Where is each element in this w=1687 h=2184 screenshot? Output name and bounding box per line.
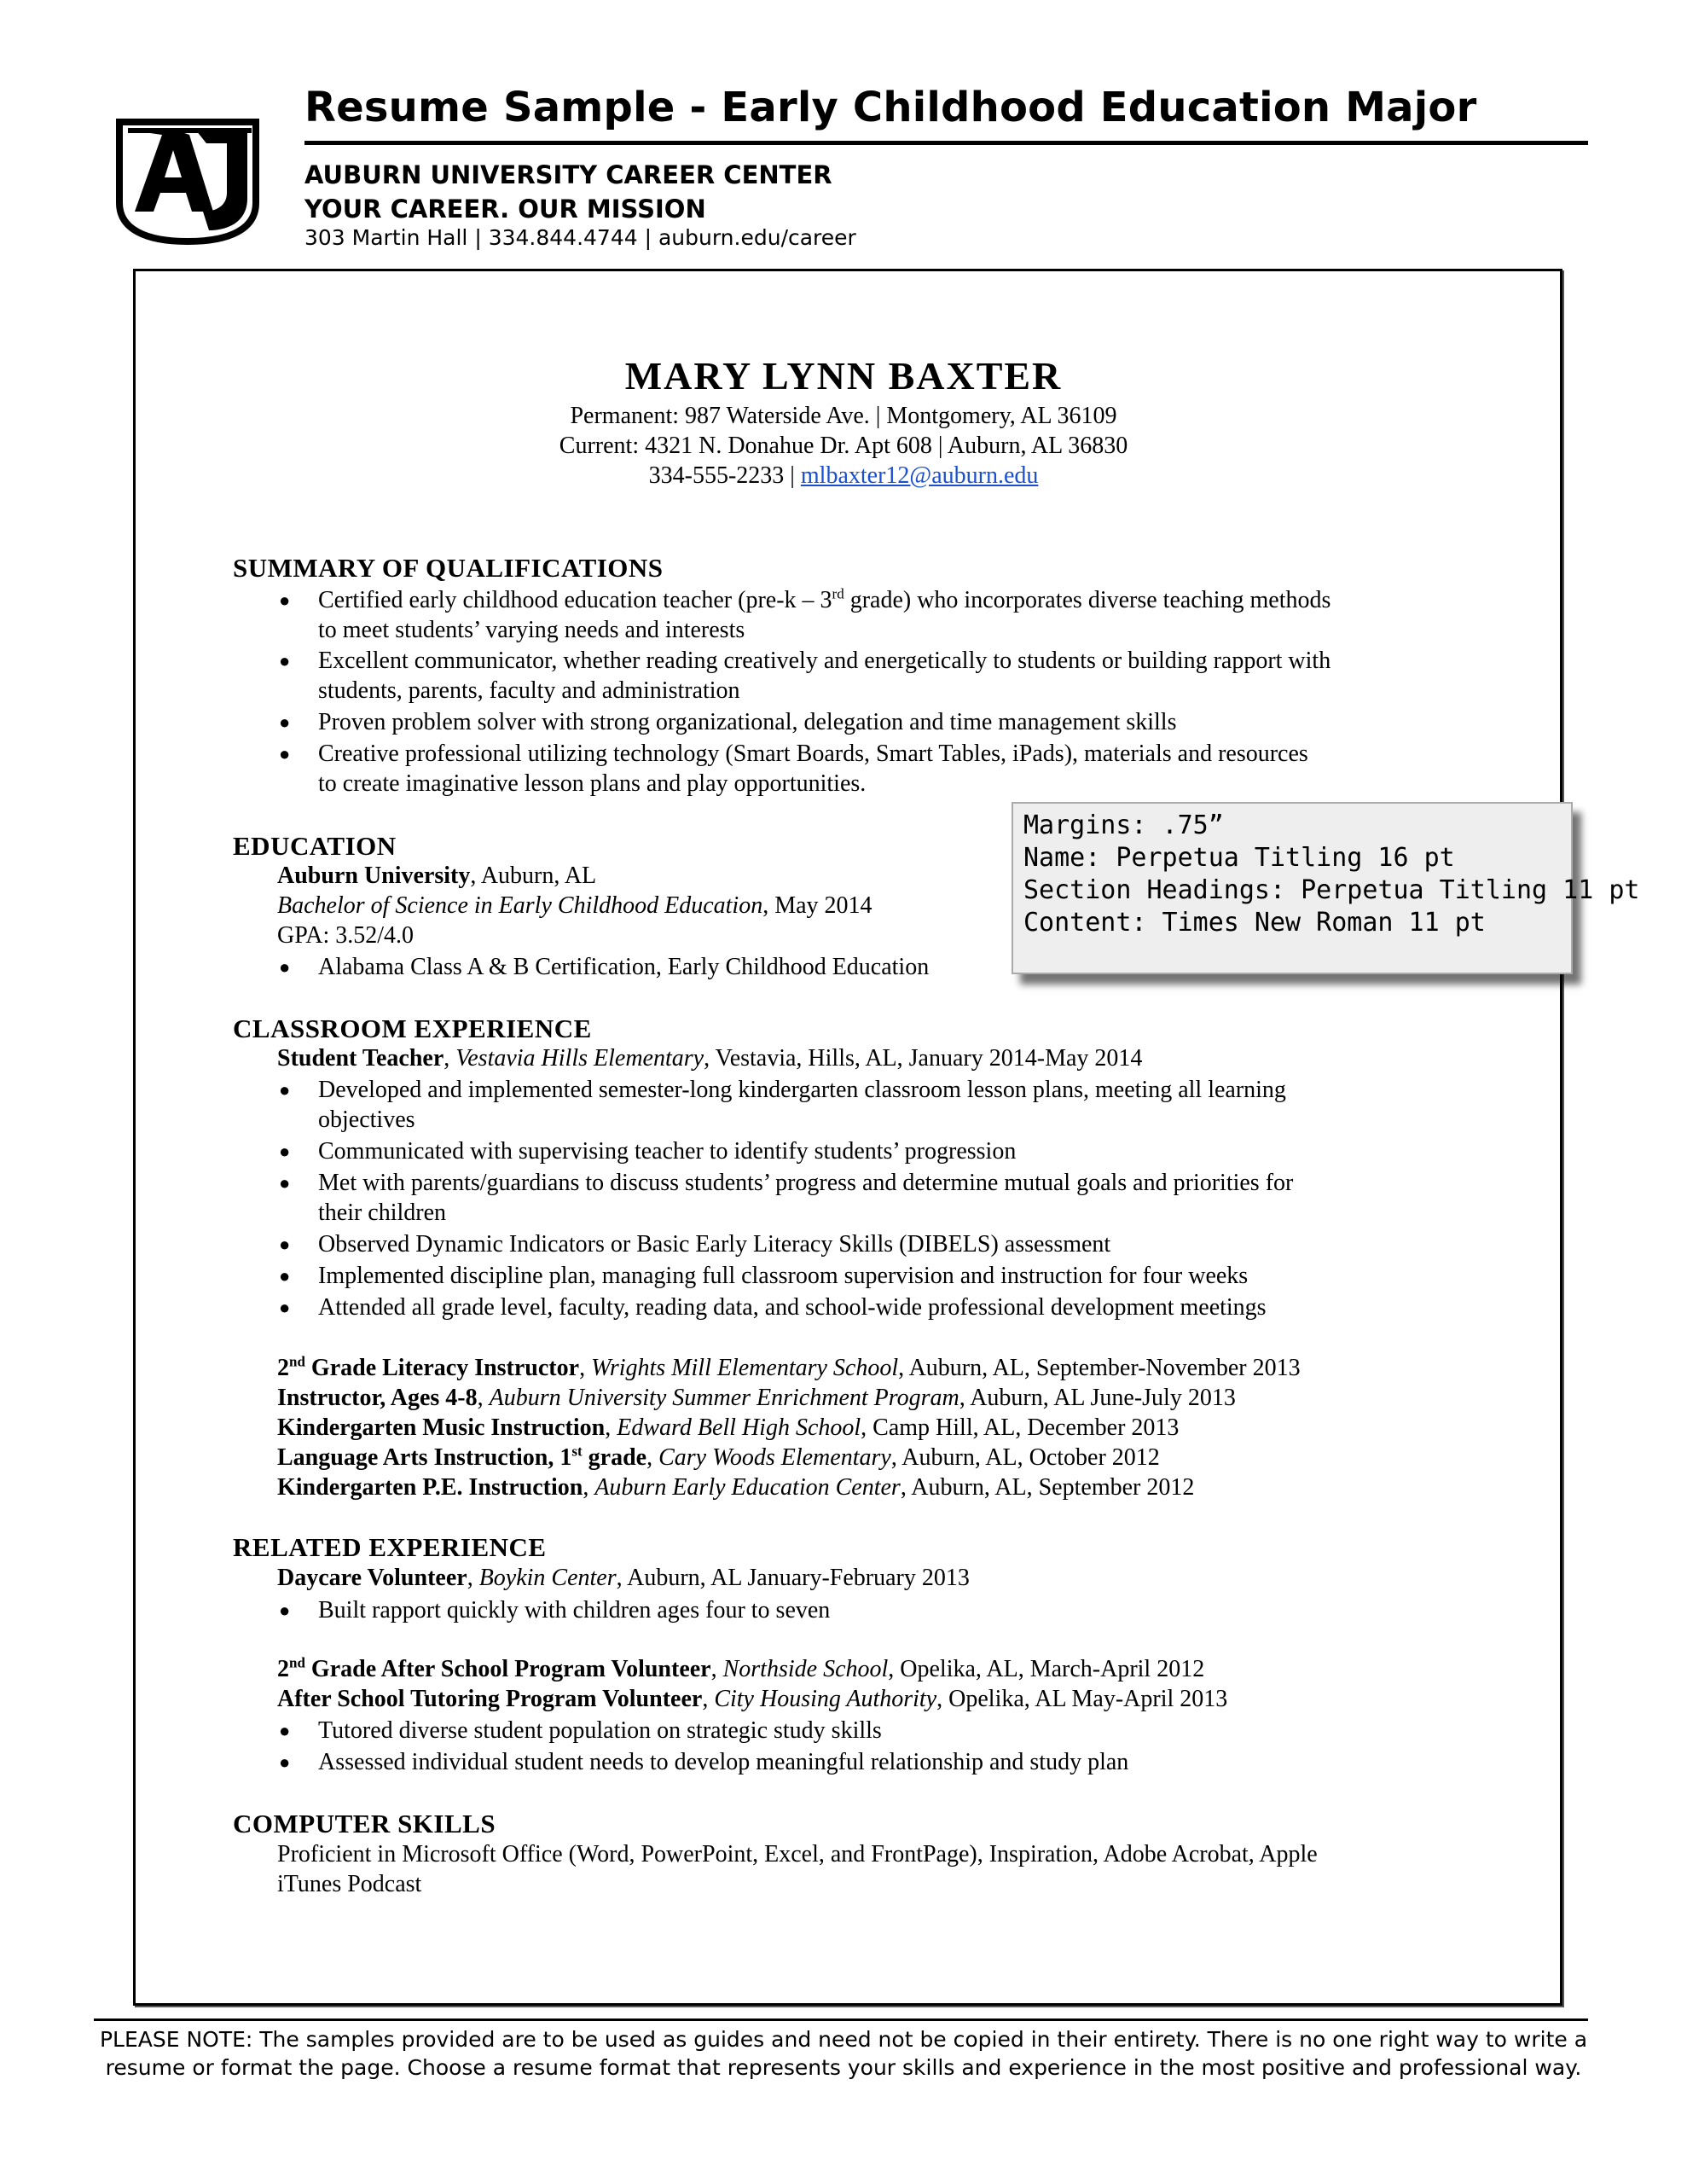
job-bullet-cont: objectives bbox=[318, 1107, 415, 1133]
bullet-icon: ● bbox=[279, 1720, 291, 1741]
summary-item: Certified early childhood education teacher (pre-k – 3rd grade) who incorporates diverse teaching methods bbox=[318, 585, 1331, 613]
computer-skills-text-cont: iTunes Podcast bbox=[277, 1871, 422, 1897]
classroom-heading: CLASSROOM EXPERIENCE bbox=[233, 1014, 592, 1043]
career-center-contact: 303 Martin Hall | 334.844.4744 | auburn.edu/career bbox=[304, 225, 856, 250]
summary-item-cont: students, parents, faculty and administration bbox=[318, 677, 740, 704]
bullet-icon: ● bbox=[279, 590, 291, 611]
summary-item-cont: to create imaginative lesson plans and play opportunities. bbox=[318, 770, 867, 797]
bullet-icon: ● bbox=[279, 743, 291, 764]
education-heading: EDUCATION bbox=[233, 831, 397, 861]
bullet-icon: ● bbox=[279, 1297, 291, 1318]
job-bullet: Attended all grade level, faculty, reading data, and school-wide professional development meetings bbox=[318, 1294, 1267, 1321]
education-degree: Bachelor of Science in Early Childhood Education, May 2014 bbox=[277, 892, 872, 919]
current-address: Current: 4321 N. Donahue Dr. Apt 608 | Auburn, AL 36830 bbox=[559, 433, 1128, 459]
callout-margins: Margins: .75” bbox=[1023, 810, 1224, 840]
phone-email-line bbox=[0, 462, 1687, 490]
permanent-address: Permanent: 987 Waterside Ave. | Montgomery, AL 36109 bbox=[570, 403, 1117, 429]
job-bullet: Met with parents/guardians to discuss students’ progress and determine mutual goals and priorities for bbox=[318, 1170, 1294, 1196]
job-bullet: Tutored diverse student population on strategic study skills bbox=[318, 1717, 882, 1744]
summary-item: Proven problem solver with strong organizational, delegation and time management skills bbox=[318, 709, 1177, 735]
bullet-icon: ● bbox=[279, 1172, 291, 1194]
education-cert: Alabama Class A & B Certification, Early Childhood Education bbox=[318, 954, 930, 980]
bullet-icon: ● bbox=[279, 1600, 291, 1621]
computer-skills-text: Proficient in Microsoft Office (Word, PowerPoint, Excel, and FrontPage), Inspiration, Adobe Acrobat, Apple bbox=[277, 1841, 1318, 1867]
bullet-icon: ● bbox=[279, 1234, 291, 1255]
computer-heading: COMPUTER SKILLS bbox=[233, 1809, 496, 1838]
job-title-line: Kindergarten Music Instruction, Edward Bell High School, Camp Hill, AL, December 2013 bbox=[277, 1414, 1180, 1441]
education-gpa: GPA: 3.52/4.0 bbox=[277, 922, 415, 949]
email-link[interactable]: mlbaxter12@auburn.edu bbox=[800, 462, 1039, 489]
resume-name: MARY LYNN BAXTER bbox=[624, 354, 1063, 398]
job-title-line: Instructor, Ages 4-8, Auburn University Summer Enrichment Program, Auburn, AL June-July 2013 bbox=[277, 1385, 1236, 1411]
related-heading: RELATED EXPERIENCE bbox=[233, 1532, 547, 1562]
career-center-name: AUBURN UNIVERSITY CAREER CENTER bbox=[304, 160, 832, 189]
job-bullet: Implemented discipline plan, managing full classroom supervision and instruction for four weeks bbox=[318, 1263, 1249, 1289]
job-title-line: Student Teacher, Vestavia Hills Elementary, Vestavia, Hills, AL, January 2014-May 2014 bbox=[277, 1045, 1143, 1072]
job-title-line: After School Tutoring Program Volunteer, City Housing Authority, Opelika, AL May-April 2013 bbox=[277, 1686, 1228, 1712]
job-bullet-cont: their children bbox=[318, 1199, 447, 1226]
bullet-icon: ● bbox=[279, 1141, 291, 1162]
bullet-icon: ● bbox=[279, 956, 291, 978]
education-school: Auburn University, Auburn, AL bbox=[277, 863, 597, 889]
bullet-icon: ● bbox=[279, 1751, 291, 1773]
footer-note-line1: PLEASE NOTE: The samples provided are to be used as guides and need not be copied in their entirety. There is no one right way to write a bbox=[99, 2027, 1588, 2052]
job-title-line: Daycare Volunteer, Boykin Center, Auburn, AL January-February 2013 bbox=[277, 1565, 970, 1591]
bullet-icon: ● bbox=[279, 1265, 291, 1287]
summary-item: Excellent communicator, whether reading creatively and energetically to students or building rapport with bbox=[318, 648, 1331, 674]
phone: 334-555-2233 | bbox=[648, 462, 801, 489]
footer-rule bbox=[94, 2018, 1588, 2021]
bullet-icon: ● bbox=[279, 1079, 291, 1101]
job-bullet: Communicated with supervising teacher to identify students’ progression bbox=[318, 1138, 1017, 1165]
job-title-line: 2nd Grade After School Program Volunteer, Northside School, Opelika, AL, March-April 2012 bbox=[277, 1654, 1205, 1682]
job-bullet: Assessed individual student needs to develop meaningful relationship and study plan bbox=[318, 1749, 1129, 1775]
job-bullet: Developed and implemented semester-long kindergarten classroom lesson plans, meeting all learning bbox=[318, 1077, 1286, 1103]
callout-heading-font: Section Headings: Perpetua Titling 11 pt bbox=[1023, 875, 1640, 905]
title-rule bbox=[304, 141, 1588, 145]
callout-name-font: Name: Perpetua Titling 16 pt bbox=[1023, 843, 1455, 873]
job-title-line: Kindergarten P.E. Instruction, Auburn Early Education Center, Auburn, AL, September 2012 bbox=[277, 1474, 1195, 1501]
bullet-icon: ● bbox=[279, 712, 291, 733]
page-title: Resume Sample - Early Childhood Education Major bbox=[304, 84, 1477, 131]
job-bullet: Observed Dynamic Indicators or Basic Early Literacy Skills (DIBELS) assessment bbox=[318, 1231, 1111, 1258]
career-center-tagline: YOUR CAREER. OUR MISSION bbox=[304, 195, 706, 224]
formatting-callout bbox=[1012, 802, 1640, 974]
footer-note-line2: resume or format the page. Choose a resume format that represents your skills and experience in the most positive and professional way. bbox=[105, 2055, 1582, 2080]
job-title-line: 2nd Grade Literacy Instructor, Wrights Mill Elementary School, Auburn, AL, September-November 2013 bbox=[277, 1353, 1301, 1381]
summary-item: Creative professional utilizing technology (Smart Boards, Smart Tables, iPads), materials and resources bbox=[318, 741, 1308, 767]
callout-content-font: Content: Times New Roman 11 pt bbox=[1023, 908, 1486, 938]
auburn-au-logo bbox=[111, 109, 264, 246]
summary-item-cont: to meet students’ varying needs and interests bbox=[318, 617, 745, 643]
bullet-icon: ● bbox=[279, 650, 291, 671]
summary-heading: SUMMARY OF QUALIFICATIONS bbox=[233, 553, 664, 583]
job-title-line: Language Arts Instruction, 1st grade, Cary Woods Elementary, Auburn, AL, October 2012 bbox=[277, 1443, 1160, 1471]
job-bullet: Built rapport quickly with children ages four to seven bbox=[318, 1597, 831, 1623]
